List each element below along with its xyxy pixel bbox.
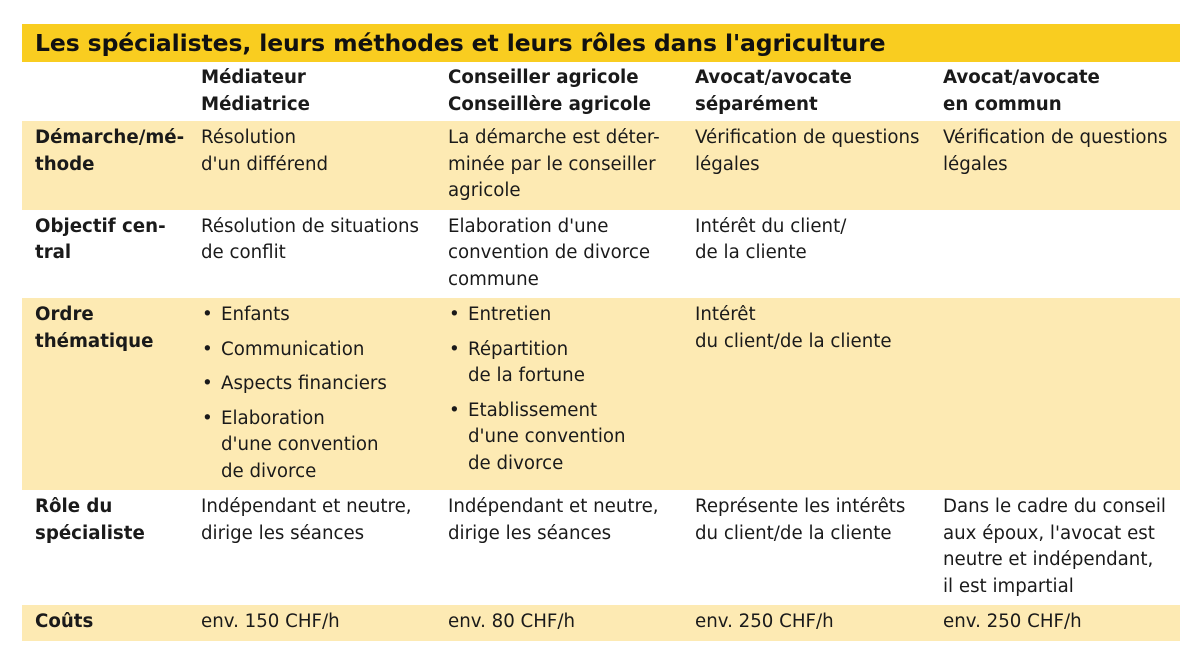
row-label-objectif: Objectif cen- tral bbox=[35, 215, 166, 263]
list-item: • Enfants bbox=[201, 302, 429, 329]
list-item: • Entretien bbox=[448, 302, 676, 329]
cell-objectif-conseiller: Elaboration d'une convention de divorce commune bbox=[448, 215, 651, 290]
mediateur-topic-list bbox=[201, 302, 429, 485]
list-item: • Répartition de la fortune bbox=[448, 337, 676, 390]
list-item: • Communication bbox=[201, 337, 429, 364]
row-label-demarche: Démarche/mé- thode bbox=[22, 121, 188, 210]
list-item: • Elaboration d'une convention de divorce bbox=[201, 406, 429, 486]
header-avocat-commun: Avocat/avocate en commun bbox=[943, 67, 1100, 115]
cell-couts-avocat-separe: env. 250 CHF/h bbox=[682, 605, 930, 641]
list-item: • Etablissement d'une convention de divorce bbox=[448, 398, 676, 478]
row-label-ordre: Ordre thématique bbox=[22, 298, 188, 490]
cell-couts-avocat-commun: env. 250 CHF/h bbox=[930, 605, 1180, 641]
row-role bbox=[22, 490, 1180, 605]
cell-ordre-avocat-separe: Intérêt du client/de la cliente bbox=[682, 298, 930, 490]
header-avocat-separe: Avocat/avocate séparément bbox=[695, 67, 852, 115]
cell-role-avocat-commun: Dans le cadre du conseil aux époux, l'avocat est neutre et indépendant, il est impartial bbox=[943, 496, 1166, 597]
table-title-bar bbox=[22, 24, 1180, 62]
header-mediateur: Médiateur Médiatrice bbox=[201, 67, 310, 115]
header-conseiller: Conseiller agricole Conseillère agricole bbox=[448, 67, 651, 115]
conseiller-topic-list bbox=[448, 302, 676, 477]
cell-role-mediateur: Indépendant et neutre, dirige les séances bbox=[201, 496, 412, 544]
cell-demarche-avocat-separe: Vérification de questions légales bbox=[682, 121, 930, 210]
header-row bbox=[22, 62, 1180, 121]
row-label-role: Rôle du spécialiste bbox=[35, 496, 145, 544]
list-item: • Aspects financiers bbox=[201, 371, 429, 398]
cell-demarche-avocat-commun: Vérification de questions légales bbox=[930, 121, 1180, 210]
cell-ordre-avocat-commun bbox=[930, 298, 1180, 490]
cell-role-avocat-separe: Représente les intérêts du client/de la cliente bbox=[695, 496, 906, 544]
cell-objectif-avocat-separe: Intérêt du client/ de la cliente bbox=[695, 215, 847, 263]
specialists-table bbox=[22, 62, 1180, 641]
cell-ordre-conseiller bbox=[435, 298, 682, 490]
row-ordre bbox=[22, 298, 1180, 490]
row-objectif bbox=[22, 210, 1180, 299]
table-title: Les spécialistes, leurs méthodes et leurs rôles dans l'agriculture bbox=[35, 29, 886, 57]
header-cell-empty bbox=[22, 62, 188, 121]
cell-ordre-mediateur bbox=[188, 298, 435, 490]
row-couts bbox=[22, 605, 1180, 641]
row-label-couts: Coûts bbox=[22, 605, 188, 641]
cell-couts-mediateur: env. 150 CHF/h bbox=[188, 605, 435, 641]
cell-demarche-conseiller: La démarche est déter- minée par le conseiller agricole bbox=[435, 121, 682, 210]
cell-objectif-avocat-commun bbox=[930, 210, 1180, 299]
cell-couts-conseiller: env. 80 CHF/h bbox=[435, 605, 682, 641]
row-demarche bbox=[22, 121, 1180, 210]
cell-objectif-mediateur: Résolution de situations de conflit bbox=[201, 215, 419, 263]
cell-role-conseiller: Indépendant et neutre, dirige les séances bbox=[448, 496, 659, 544]
cell-demarche-mediateur: Résolution d'un différend bbox=[188, 121, 435, 210]
